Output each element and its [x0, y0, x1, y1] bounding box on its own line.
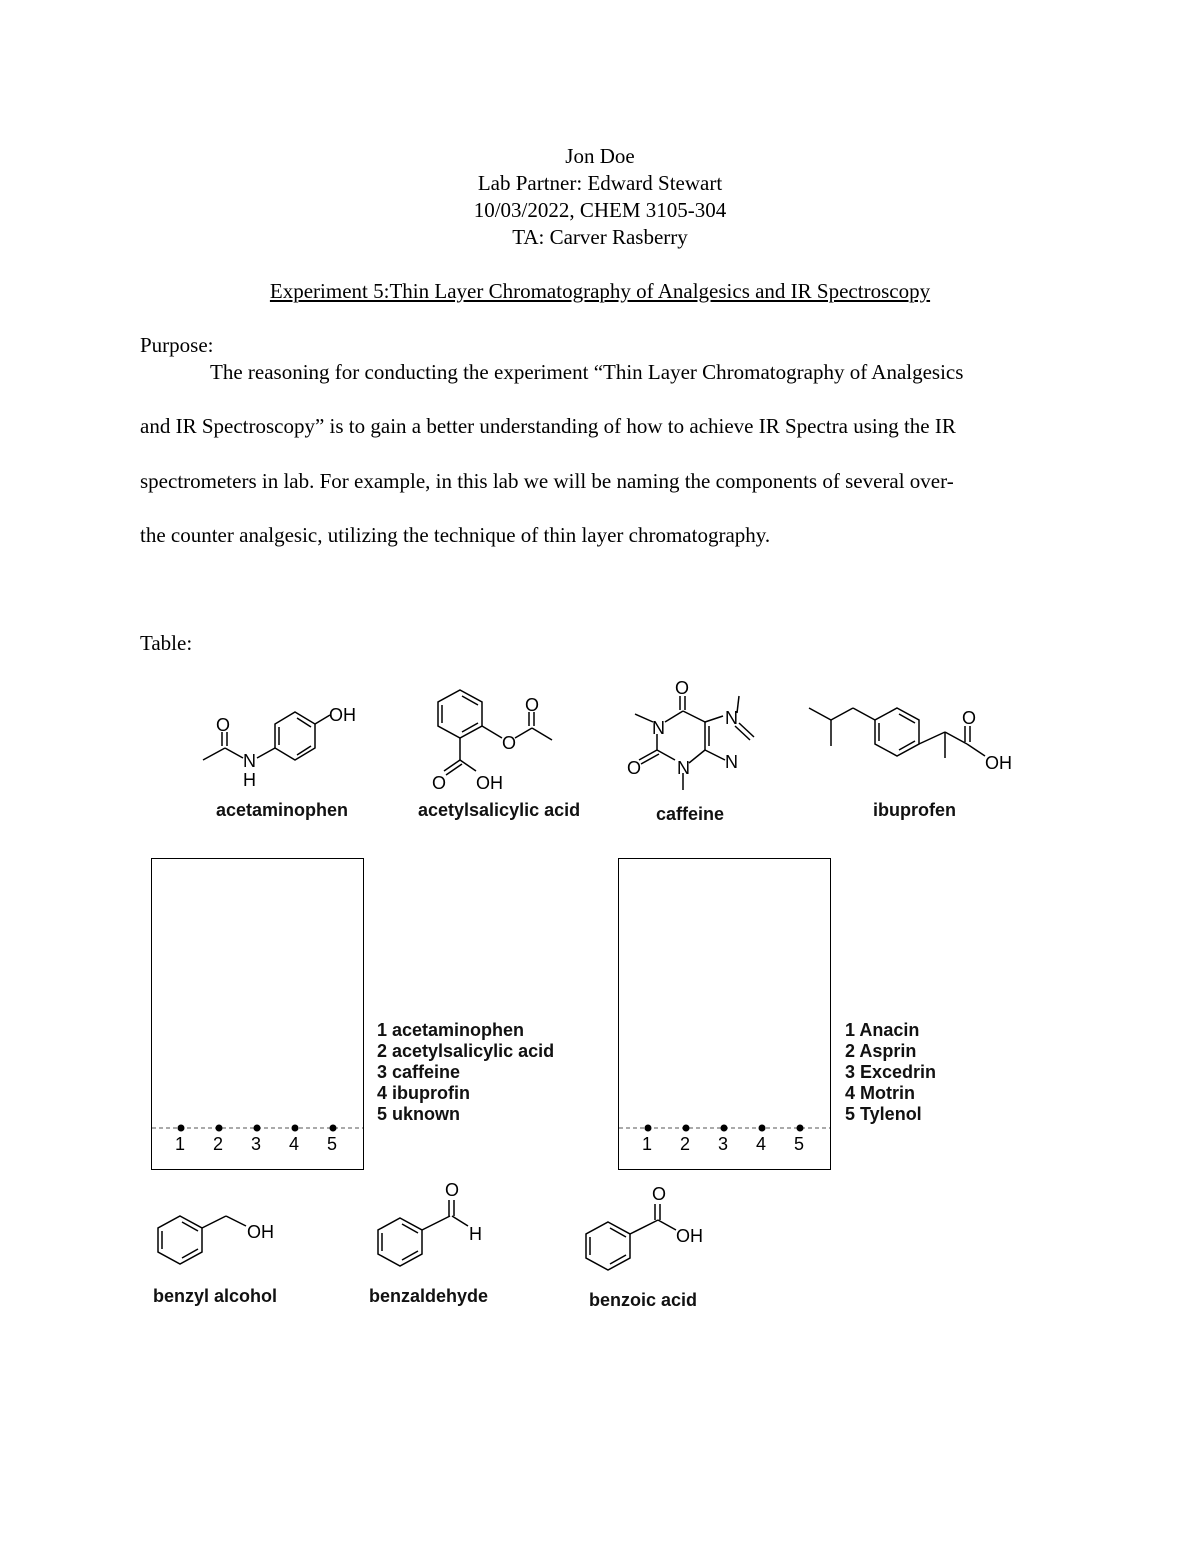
lane-spot [721, 1125, 728, 1132]
benzyl-alcohol-label: benzyl alcohol [153, 1286, 278, 1306]
purpose-line-3: spectrometers in lab. For example, in this lab we will be naming the components of several over- [140, 469, 954, 493]
atom-acid-hydroxyl: OH [676, 1226, 703, 1246]
lane-spot [178, 1125, 185, 1132]
atom-acid-oxygen: O [962, 708, 977, 728]
lane-spot [759, 1125, 766, 1132]
caffeine-label: caffeine [656, 804, 725, 824]
atom-nitrogen-7: N [725, 708, 738, 728]
lane-spot [330, 1125, 337, 1132]
acetylsalicylic-acid-structure-icon [420, 685, 570, 795]
acetylsalicylic-acid-label: acetylsalicylic acid [418, 800, 581, 820]
tlc-plate-standards [151, 858, 364, 1170]
benzaldehyde-structure-icon [370, 1178, 495, 1278]
legend-item: 3 Excedrin [845, 1062, 937, 1082]
lane-number: 3 [251, 1134, 262, 1154]
lane-spot [683, 1125, 690, 1132]
lab-partner: Lab Partner: Edward Stewart [477, 171, 723, 195]
atom-nitrogen-1: N [652, 718, 665, 738]
atom-carbonyl-oxygen: O [525, 695, 540, 715]
lane-number: 2 [213, 1134, 224, 1154]
atom-hydrogen: H [243, 770, 256, 790]
atom-acid-hydroxyl: OH [985, 753, 1012, 773]
atom-aldehyde-hydrogen: H [469, 1224, 482, 1244]
lane-number: 1 [642, 1134, 653, 1154]
ibuprofen-label: ibuprofen [873, 800, 956, 820]
purpose-heading: Purpose: [140, 333, 214, 357]
ibuprofen-structure-icon [805, 700, 1025, 780]
tlc-plate-analgesics [618, 858, 831, 1170]
legend-analgesics [845, 1020, 936, 1125]
author-name: Jon Doe [565, 144, 635, 168]
lane-number: 4 [756, 1134, 767, 1154]
lane-spot [216, 1125, 223, 1132]
atom-ester-oxygen: O [502, 733, 517, 753]
acetaminophen-label: acetaminophen [216, 800, 349, 820]
legend-item: 4 ibuprofin [377, 1083, 470, 1103]
atom-nitrogen: N [243, 751, 256, 771]
atom-acid-oxygen: O [652, 1184, 667, 1204]
acetaminophen-structure-icon [195, 700, 370, 795]
atom-carbonyl-oxygen-left: O [627, 758, 642, 778]
legend-item: 5 uknown [377, 1104, 461, 1124]
legend-item: 4 Motrin [845, 1083, 915, 1103]
legend-item: 5 Tylenol [845, 1104, 922, 1124]
benzoic-acid-label: benzoic acid [589, 1290, 698, 1310]
lane-spot [645, 1125, 652, 1132]
lane-spot [292, 1125, 299, 1132]
caffeine-structure-icon [625, 678, 765, 803]
atom-oxygen: O [216, 715, 231, 735]
lane-number: 5 [327, 1134, 338, 1154]
lane-number: 1 [175, 1134, 186, 1154]
atom-hydroxyl: OH [329, 705, 356, 725]
teaching-assistant: TA: Carver Rasberry [512, 225, 688, 249]
legend-item: 1 Anacin [845, 1020, 920, 1040]
purpose-line-2: and IR Spectroscopy” is to gain a better understanding of how to achieve IR Spectra using the IR [140, 414, 956, 438]
table-heading: Table: [140, 631, 193, 655]
baseline-standards [152, 859, 363, 1169]
benzoic-acid-structure-icon [578, 1182, 713, 1282]
lane-spot [797, 1125, 804, 1132]
benzyl-alcohol-structure-icon [150, 1210, 285, 1285]
atom-nitrogen-3: N [677, 758, 690, 778]
legend-item: 2 acetylsalicylic acid [377, 1041, 555, 1061]
lane-number: 5 [794, 1134, 805, 1154]
atom-acid-oxygen: O [432, 773, 447, 793]
lane-number: 4 [289, 1134, 300, 1154]
legend-standards [377, 1020, 554, 1125]
benzaldehyde-label: benzaldehyde [369, 1286, 489, 1306]
purpose-line-4: the counter analgesic, utilizing the technique of thin layer chromatography. [140, 523, 771, 547]
atom-aldehyde-oxygen: O [445, 1180, 460, 1200]
atom-hydroxyl: OH [247, 1222, 274, 1242]
lane-number: 3 [718, 1134, 729, 1154]
lane-number: 2 [680, 1134, 691, 1154]
legend-item: 2 Asprin [845, 1041, 917, 1061]
atom-carbonyl-oxygen-top: O [675, 678, 690, 698]
atom-acid-hydroxyl: OH [476, 773, 503, 793]
date-course: 10/03/2022, CHEM 3105-304 [473, 198, 727, 222]
purpose-line-1: The reasoning for conducting the experiment “Thin Layer Chromatography of Analgesics [210, 360, 964, 384]
baseline-analgesics [619, 859, 830, 1169]
lane-spot [254, 1125, 261, 1132]
atom-nitrogen-9: N [725, 752, 738, 772]
legend-item: 1 acetaminophen [377, 1020, 525, 1040]
legend-item: 3 caffeine [377, 1062, 461, 1082]
experiment-title: Experiment 5:Thin Layer Chromatography of Analgesics and IR Spectroscopy [269, 279, 931, 303]
